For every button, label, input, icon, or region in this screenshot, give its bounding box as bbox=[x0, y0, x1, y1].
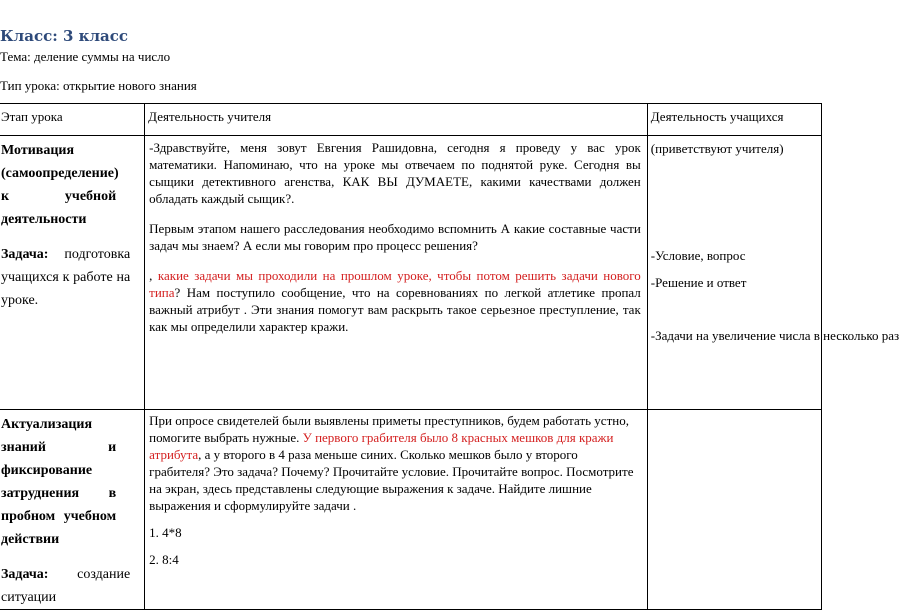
table-header-row bbox=[0, 104, 822, 136]
stage-title: Мотивация (самоопределение) к учебной деятельности bbox=[1, 143, 119, 227]
class-title: Класс: 3 класс bbox=[0, 27, 129, 45]
teacher-text-prefix: , bbox=[149, 268, 158, 283]
column-header-students: Деятельность учащихся bbox=[647, 104, 821, 136]
students-cell-motivation bbox=[647, 136, 899, 410]
lesson-plan-table bbox=[0, 103, 899, 610]
stage-task bbox=[1, 243, 130, 312]
expression-item: 2. 8:4 bbox=[149, 552, 179, 567]
teacher-cell-motivation bbox=[145, 136, 648, 410]
teacher-text: -Здравствуйте, меня зовут Евгения Рашидовна, сегодня я проведу у вас урок математики. Напоминаю, что на уроке мы отвечаем по поднятой руке. Сегодня вы сыщики детективного агенства, КАК ВЫ ДУМАЕТЕ, какими качествами должен обладать каждый сыщик?. bbox=[149, 140, 641, 206]
stage-cell-actualization bbox=[0, 410, 145, 610]
table-row-actualization bbox=[0, 410, 822, 610]
student-response: -Задачи на увеличение числа в несколько раз bbox=[650, 328, 899, 343]
student-response: -Условие, вопрос bbox=[650, 248, 746, 263]
task-text: подготовка учащихся к работе на уроке. bbox=[1, 247, 131, 308]
student-response: -Решение и ответ bbox=[650, 275, 747, 290]
student-response: (приветствуют учителя) bbox=[650, 141, 784, 156]
teacher-text-rest: ? Нам поступило сообщение, что на соревнованиях по легкой атлетике пропал важный атрибут . Эти знания помогут вам раскрыть такое серьезное преступление, так как мы определили характер кражи. bbox=[149, 285, 641, 334]
teacher-text bbox=[149, 412, 641, 514]
stage-task bbox=[1, 563, 130, 609]
stage-cell-motivation bbox=[0, 136, 145, 410]
highlighted-text: У первого грабителя было 8 красных мешков для кражи атрибута bbox=[149, 430, 614, 462]
column-header-teacher: Деятельность учителя bbox=[145, 104, 648, 136]
teacher-text-a: При опросе свидетелей были выявлены приметы преступников, будем работать устно, помогите выбрать нужные. bbox=[149, 413, 629, 445]
task-text: создание ситуации bbox=[1, 567, 131, 605]
task-label: Задача: bbox=[1, 567, 49, 582]
students-cell-actualization bbox=[647, 410, 821, 610]
column-header-stage: Этап урока bbox=[0, 104, 145, 136]
lesson-topic: Тема: деление суммы на число bbox=[0, 49, 171, 64]
teacher-text: Первым этапом нашего расследования необходимо вспомнить А какие составные части задач мы знаем? А если мы говорим про процесс решения? bbox=[149, 221, 641, 253]
teacher-text-b: , а у второго в 4 раза меньше синих. Сколько мешков было у второго грабителя? Это задача? Почему? Прочитайте условие. Прочитайте вопрос. Посмотрите на экран, здесь представлены следующие выражения к задаче. Найдите лишние выражения и сформулируйте задачи . bbox=[149, 447, 634, 513]
task-label: Задача: bbox=[1, 247, 49, 262]
stage-title: Актуализация знаний и фиксирование затруднения в пробном учебном действии bbox=[1, 417, 117, 547]
teacher-text bbox=[149, 267, 641, 335]
highlighted-text: какие задачи мы проходили на прошлом уроке, чтобы потом решить задачи нового типа bbox=[149, 268, 641, 300]
teacher-cell-actualization bbox=[145, 410, 648, 610]
lesson-type: Тип урока: открытие нового знания bbox=[0, 78, 197, 93]
expression-item: 1. 4*8 bbox=[149, 525, 182, 540]
table-row-motivation bbox=[0, 136, 822, 410]
